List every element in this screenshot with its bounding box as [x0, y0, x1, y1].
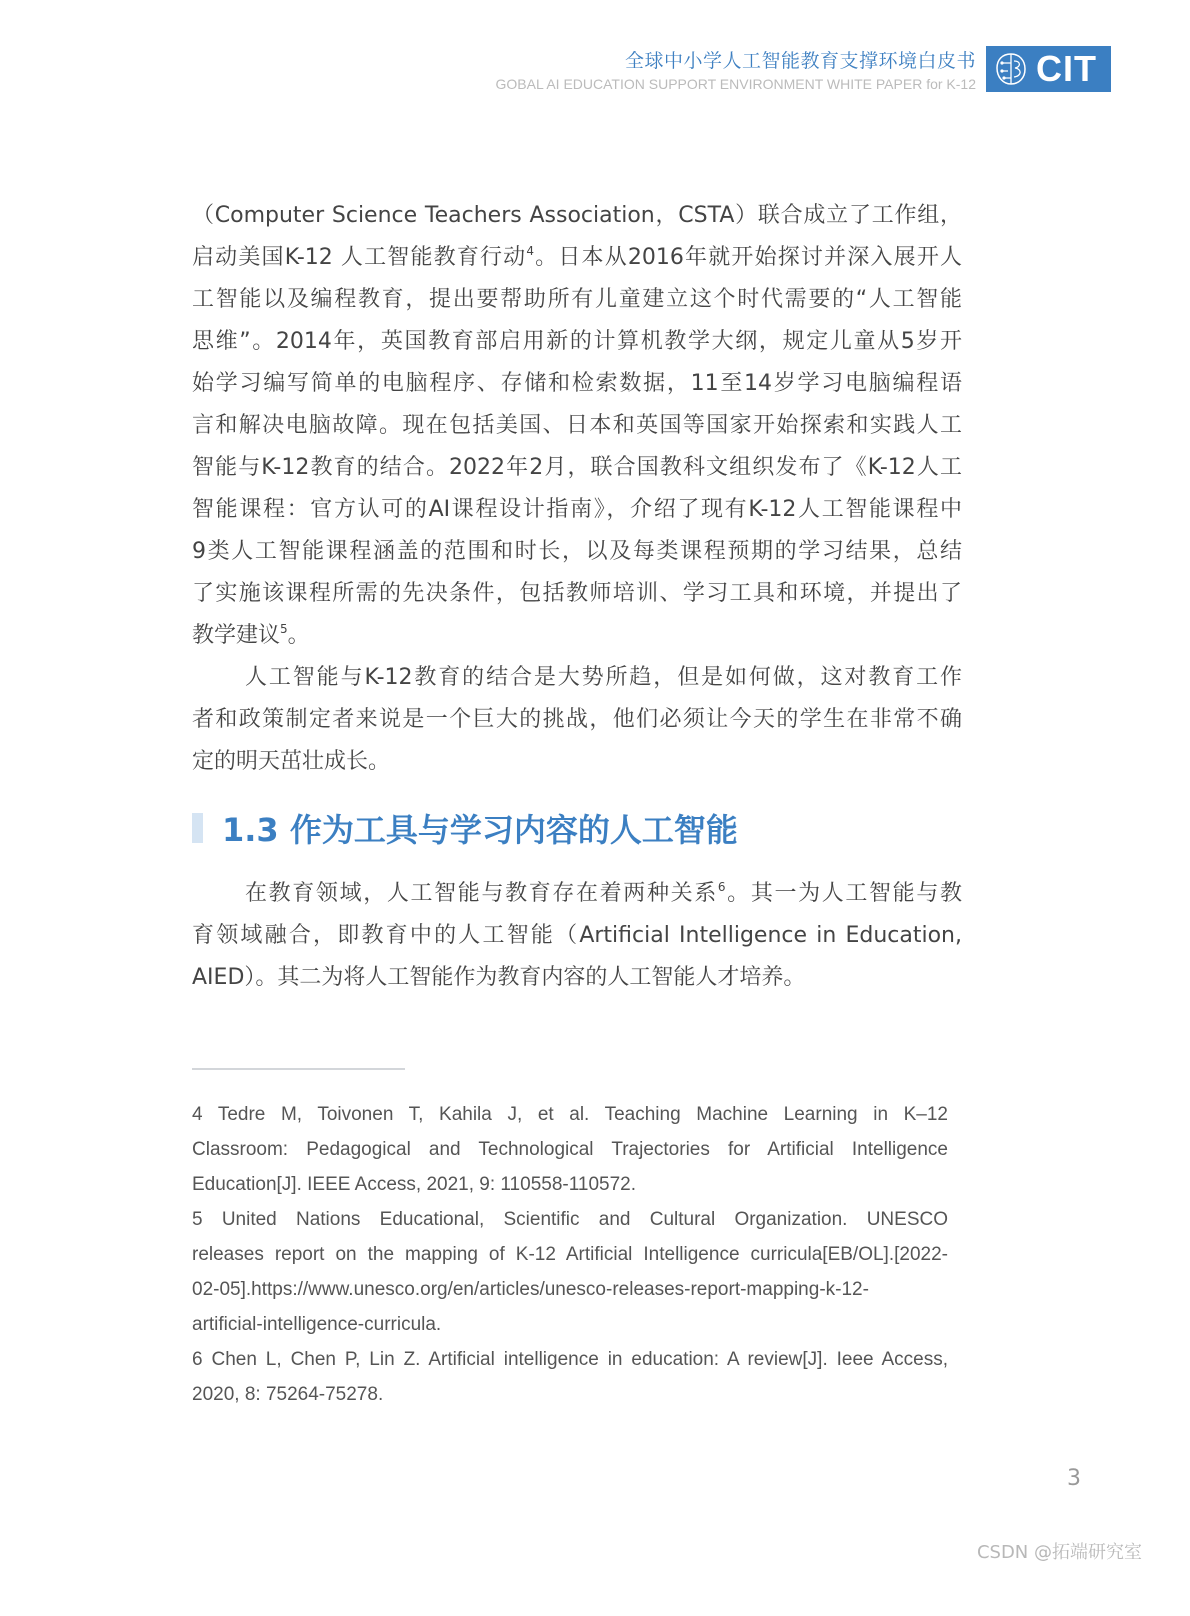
text-line: [192, 699, 962, 741]
footnote-line: releases report on the mapping of K-12 Artificial Intelligence curricula[EB/OL].[2022-: [192, 1244, 948, 1265]
text-segment: 言和解决电脑故障。现在包括美国、日本和英国等国家开始探索和实践人工: [192, 413, 962, 438]
text-segment: 9类人工智能课程涵盖的范围和时长，以及每类课程预期的学习结果，总结: [192, 539, 962, 564]
text-segment: 教学建议: [192, 623, 281, 648]
text-segment: 。日本从2016年就开始探讨并深入展开人: [534, 245, 962, 270]
brain-circuit-icon: [994, 51, 1028, 87]
text-line: [192, 363, 962, 405]
text-line: [192, 873, 962, 915]
footnotes: [192, 1097, 948, 1412]
text-segment: 思维”。2014年，英国教育部启用新的计算机教学大纲，规定儿童从5岁开: [192, 329, 962, 354]
text-line: [192, 615, 962, 657]
section-heading: [192, 806, 738, 850]
text-segment: 在教育领域，人工智能与教育存在着两种关系: [245, 881, 718, 906]
text-line: [192, 279, 962, 321]
text-segment: 。其一为人工智能与教: [725, 881, 962, 906]
text-line: [192, 957, 962, 999]
text-segment: 智能课程：官方认可的AI课程设计指南》，介绍了现有K-12人工智能课程中: [192, 497, 962, 522]
text-line: [192, 531, 962, 573]
text-segment: 。: [287, 623, 310, 648]
footnote-line: 02-05].https://www.unesco.org/en/articles/unesco-releases-report-mapping-k-12-: [192, 1279, 869, 1300]
text-segment: 了实施该课程所需的先决条件，包括教师培训、学习工具和环境，并提出了: [192, 581, 962, 606]
text-segment: 者和政策制定者来说是一个巨大的挑战，他们必须让今天的学生在非常不确: [192, 707, 962, 732]
text-line: [192, 489, 962, 531]
logo-text: CIT: [1036, 48, 1097, 89]
body-paragraph-bottom: [192, 873, 962, 999]
page-number: 3: [1067, 1466, 1081, 1491]
text-line: [192, 237, 962, 279]
text-segment: AIED）。其二为将人工智能作为教育内容的人工智能人才培养。: [192, 965, 806, 990]
section-heading-text: 1.3 作为工具与学习内容的人工智能: [222, 811, 738, 849]
body-paragraphs-top: [192, 195, 962, 783]
text-line: [192, 447, 962, 489]
heading-accent-bar: [192, 813, 203, 843]
cit-logo: [986, 46, 1111, 92]
text-segment: （Computer Science Teachers Association，CSTA）联合成立了工作组，: [192, 203, 962, 228]
footnote-reference: 5: [280, 622, 288, 636]
text-segment: 启动美国K-12 人工智能教育行动: [192, 245, 527, 270]
text-segment: 智能与K-12教育的结合。2022年2月，联合国教科文组织发布了《K-12人工: [192, 455, 962, 480]
footnote-line: 6 Chen L, Chen P, Lin Z. Artificial intelligence in education: A review[J]. Ieee Access,: [192, 1349, 948, 1370]
header-title-en: GOBAL AI EDUCATION SUPPORT ENVIRONMENT WHITE PAPER for K-12: [495, 76, 976, 92]
text-line: [192, 915, 962, 957]
text-line: [192, 321, 962, 363]
footnote-line: artificial-intelligence-curricula.: [192, 1314, 442, 1335]
footnote-line: 4 Tedre M, Toivonen T, Kahila J, et al. Teaching Machine Learning in K–12: [192, 1104, 948, 1125]
footnote-reference: 4: [526, 244, 534, 258]
footnote-reference: 6: [717, 880, 726, 894]
footnote-line: Classroom: Pedagogical and Technological Trajectories for Artificial Intelligence: [192, 1139, 948, 1160]
footnote-line: 2020, 8: 75264-75278.: [192, 1384, 384, 1405]
watermark: CSDN @拓端研究室: [976, 1542, 1142, 1563]
text-segment: 定的明天茁壮成长。: [192, 749, 391, 774]
text-segment: 人工智能与K-12教育的结合是大势所趋，但是如何做，这对教育工作: [245, 665, 962, 690]
text-segment: 育领域融合，即教育中的人工智能（Artificial Intelligence in Education,: [192, 923, 962, 948]
header-title-cn: 全球中小学人工智能教育支撑环境白皮书: [624, 50, 976, 72]
text-line: [192, 405, 962, 447]
text-line: [192, 195, 962, 237]
footnote-divider: [192, 1068, 405, 1070]
footnote-line: 5 United Nations Educational, Scientific and Cultural Organization. UNESCO: [192, 1209, 948, 1230]
text-segment: 工智能以及编程教育，提出要帮助所有儿童建立这个时代需要的“人工智能: [192, 287, 962, 312]
footnote-line: Education[J]. IEEE Access, 2021, 9: 110558-110572.: [192, 1174, 636, 1195]
text-segment: 始学习编写简单的电脑程序、存储和检索数据，11至14岁学习电脑编程语: [192, 371, 962, 396]
text-line: [192, 573, 962, 615]
text-line: [192, 741, 962, 783]
text-line: [192, 657, 962, 699]
